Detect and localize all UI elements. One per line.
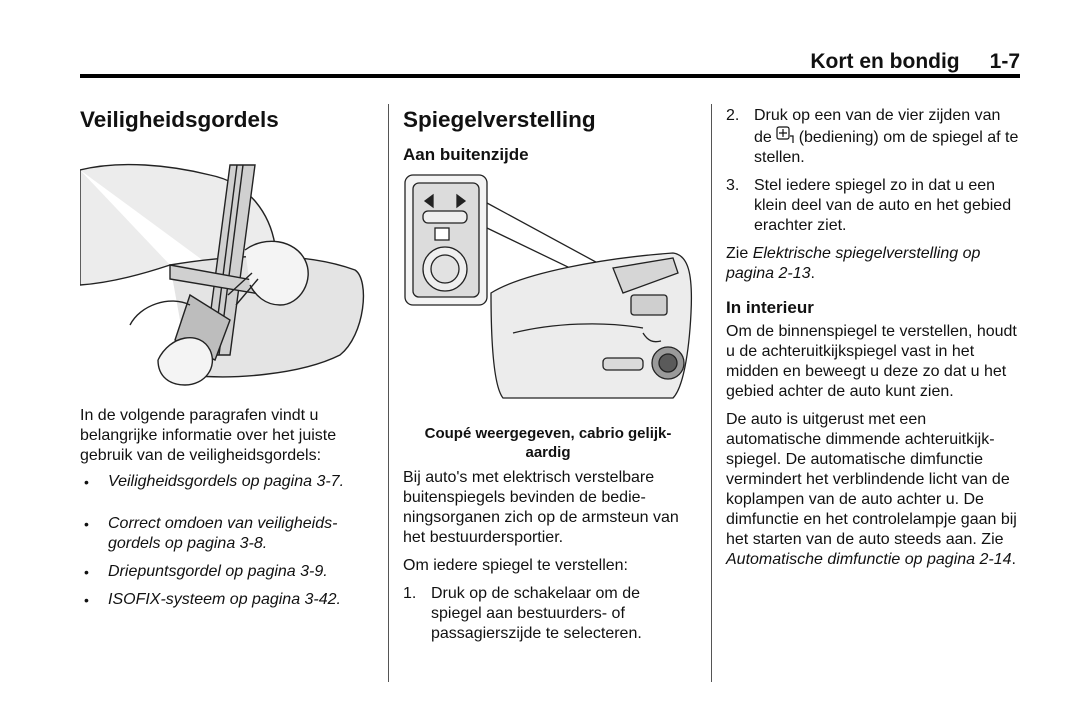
list-item: • Driepuntsgordel op pagina 3-9. <box>80 562 370 582</box>
list-item: • ISOFIX-systeem op pagina 3-42. <box>80 590 370 610</box>
adjust-steps <box>403 584 693 644</box>
list-item: • Veiligheidsgordels op pagina 3-7. <box>80 472 370 492</box>
column-1 <box>80 100 370 610</box>
seatbelts-intro: In de volgende paragrafen vindt u belangrijke informatie over het juiste gebruik van de veiligheidsgordels: <box>80 407 337 464</box>
heading-mirror-adjustment: Spiegelverstelling <box>403 107 596 132</box>
mirror-control-illustration <box>403 173 695 411</box>
column-3 <box>726 106 1022 570</box>
running-header <box>80 50 1020 72</box>
adjust-intro: Om iedere spiegel te verstellen: <box>403 557 628 574</box>
auto-dimming-paragraph: De auto is uitgerust met een automatische dimmende achteruitkijk-spiegel. De automatische dimfunctie vermindert het verblindende licht van de koplampen van de auto achter u. De dimfunctie en het controlelampje gaan bij het starten van de auto steeds aan. Zie Automatische dimfunctie op pagina 2-14. <box>726 411 1017 568</box>
step-2: 2. Druk op een van de vier zijden van de (bediening) om de spiegel af te stellen. <box>726 107 1019 166</box>
heading-seatbelts: Veiligheidsgordels <box>80 107 279 132</box>
column-divider-1 <box>388 104 389 682</box>
seatbelt-illustration <box>80 155 370 387</box>
subheading-interior: In interieur <box>726 298 814 317</box>
reference-link: Elektrische spiegelverstelling op pagina 2-13 <box>726 245 981 282</box>
section-title: Kort en bondig <box>810 50 960 73</box>
mirror-controls-paragraph: Bij auto's met elektrisch verstelbare buitenspiegels bevinden de bedie-ningsorganen zich op de armsteun van het bestuurdersportier. <box>403 469 679 546</box>
reference-link: Automatische dimfunctie op pagina 2-14 <box>726 551 1012 568</box>
list-item: • Correct omdoen van veiligheids-gordels op pagina 3-8. <box>80 514 370 554</box>
step-1: 1. Druk op de schakelaar om de spiegel aan bestuurders- of passagierszijde te selecteren. <box>403 585 642 642</box>
mirror-reference: Zie Elektrische spiegelverstelling op pagina 2-13. <box>726 245 981 282</box>
step-3: 3. Stel iedere spiegel zo in dat u een klein deel van de auto en het gebied erachter ziet. <box>726 177 1012 234</box>
mirror-control-icon <box>776 126 794 144</box>
illustration-caption: Coupé weergegeven, cabrio gelijk-aardig <box>424 425 672 461</box>
seatbelt-reference-list <box>80 472 370 610</box>
subheading-exterior: Aan buitenzijde <box>403 145 529 164</box>
header-rule <box>80 74 1020 78</box>
page-number: 1-7 <box>989 50 1020 73</box>
column-divider-2 <box>711 104 712 682</box>
adjust-steps-continued <box>726 106 1022 236</box>
interior-mirror-paragraph: Om de binnenspiegel te verstellen, houdt u de achteruitkijkspiegel vast in het midden en beweegt u deze zo dat u het gebied achter de auto kunt zien. <box>726 323 1017 400</box>
column-2 <box>403 100 693 644</box>
